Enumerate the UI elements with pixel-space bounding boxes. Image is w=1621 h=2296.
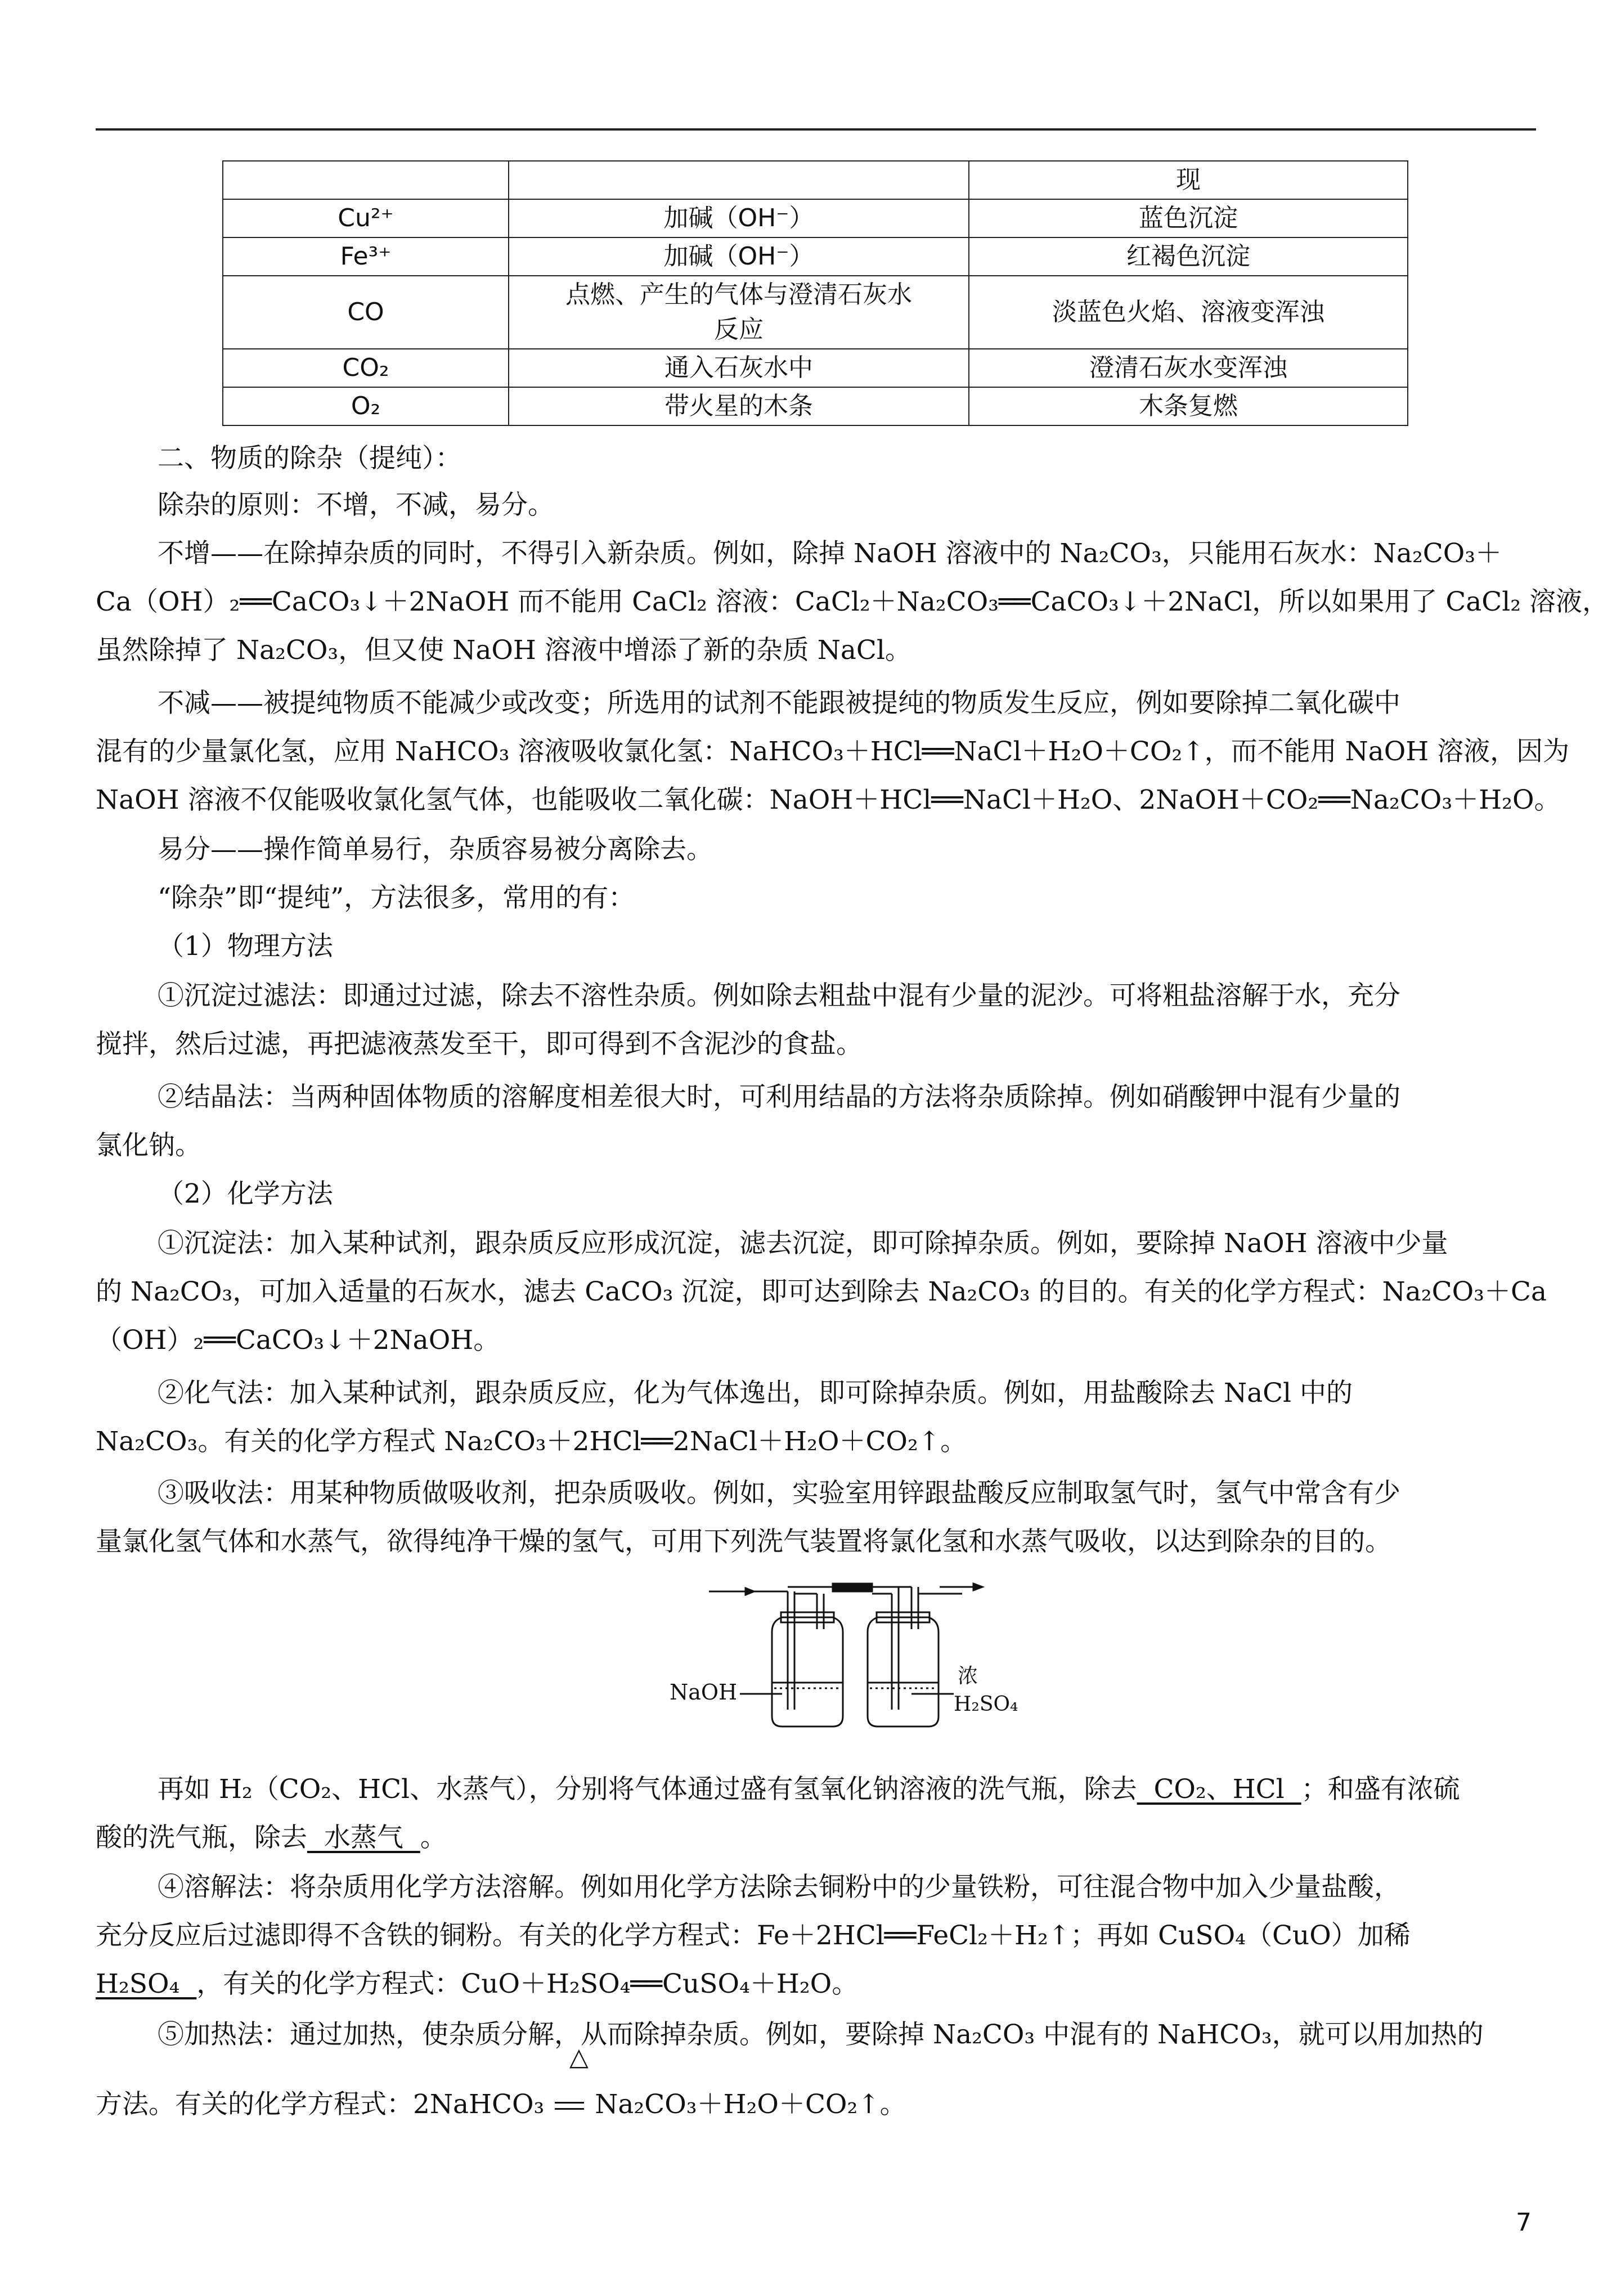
page-number: 7 [1516, 2208, 1532, 2237]
text-run: ，有关的化学方程式：CuO＋H₂SO₄══CuSO₄＋H₂O。 [196, 1968, 859, 1999]
table-cell: 木条复燃 [969, 387, 1408, 425]
table-cell: 现 [969, 161, 1408, 199]
paragraph-line: （OH）₂══CaCO₃↓＋2NaOH。 [96, 1325, 500, 1356]
paragraph-line: 除杂的原则：不增，不减，易分。 [158, 490, 554, 521]
text-run: 酸的洗气瓶，除去 [96, 1822, 307, 1853]
answer-blank: 水蒸气 [307, 1822, 420, 1853]
naoh-label: NaOH [670, 1680, 738, 1705]
table-cell: 带火星的木条 [509, 387, 969, 425]
table-row [223, 237, 1408, 276]
paragraph-line: 不增——在除掉杂质的同时，不得引入新杂质。例如，除掉 NaOH 溶液中的 Na₂CO₃，只能用石灰水：Na₂CO₃＋ [158, 538, 1502, 569]
table-cell: O₂ [223, 387, 509, 425]
paragraph-line: Ca（OH）₂══CaCO₃↓＋2NaOH 而不能用 CaCl₂ 溶液：CaCl₂＋Na₂CO₃══CaCO₃↓＋2NaCl，所以如果用了 CaCl₂ 溶液， [96, 586, 1609, 617]
paragraph-line: ①沉淀法：加入某种试剂，跟杂质反应形成沉淀，滤去沉淀，即可除掉杂质。例如，要除掉 NaOH 溶液中少量 [158, 1228, 1448, 1259]
table-cell: CO [223, 276, 509, 349]
h2so4-label: H₂SO₄ [954, 1693, 1018, 1716]
table-row [223, 199, 1408, 237]
paragraph-line: ②化气法：加入某种试剂，跟杂质反应，化为气体逸出，即可除掉杂质。例如，用盐酸除去 NaCl 中的 [158, 1378, 1353, 1409]
paragraph-line [96, 2082, 1536, 2127]
subsection-title: （2）化学方法 [158, 1178, 333, 1209]
header-rule [96, 128, 1536, 131]
table-cell [223, 161, 509, 199]
paragraph-line: 搅拌，然后过滤，再把滤液蒸发至干，即可得到不含泥沙的食盐。 [96, 1029, 863, 1060]
paragraph-line: 的 Na₂CO₃，可加入适量的石灰水，滤去 CaCO₃ 沉淀，即可达到除去 Na₂CO₃ 的目的。有关的化学方程式：Na₂CO₃＋Ca [96, 1276, 1547, 1307]
ion-test-table [222, 160, 1408, 426]
table-cell: 蓝色沉淀 [969, 199, 1408, 237]
paragraph-line: 充分反应后过滤即得不含铁的铜粉。有关的化学方程式：Fe＋2HCl══FeCl₂＋H₂↑；再如 CuSO₄（CuO）加稀 [96, 1920, 1411, 1951]
table-cell: 红褐色沉淀 [969, 237, 1408, 276]
paragraph-line: ①沉淀过滤法：即通过过滤，除去不溶性杂质。例如除去粗盐中混有少量的泥沙。可将粗盐溶解于水，充分 [158, 980, 1400, 1011]
conc-label: 浓 [958, 1665, 978, 1688]
section-title: 二、物质的除杂（提纯）： [158, 443, 462, 474]
table-cell: 淡蓝色火焰、溶液变浑浊 [969, 276, 1408, 349]
table-row [223, 161, 1408, 199]
gas-washing-apparatus-figure [670, 1581, 1030, 1745]
table-cell: 通入石灰水中 [509, 349, 969, 387]
paragraph-line: ②结晶法：当两种固体物质的溶解度相差很大时，可利用结晶的方法将杂质除掉。例如硝酸钾中混有少量的 [158, 1082, 1400, 1113]
table-cell: Cu²⁺ [223, 199, 509, 237]
table-cell: CO₂ [223, 349, 509, 387]
table-row [223, 387, 1408, 425]
text-run: 。 [420, 1822, 447, 1853]
text-run: 方法。有关的化学方程式：2NaHCO₃ [96, 2089, 545, 2120]
paragraph-line [96, 1962, 1536, 2007]
cell-line: 点燃、产生的气体与澄清石灰水 [565, 280, 912, 309]
text-run: Na₂CO₃＋H₂O＋CO₂↑。 [595, 2089, 906, 2120]
text-run: 再如 H₂（CO₂、HCl、水蒸气），分别将气体通过盛有氢氧化钠溶液的洗气瓶，除去 [158, 1774, 1137, 1805]
cell-line: 反应 [714, 315, 764, 344]
paragraph-line [96, 1815, 1536, 1860]
table-row [223, 349, 1408, 387]
answer-blank: CO₂、HCl [1137, 1774, 1301, 1805]
paragraph-line: ③吸收法：用某种物质做吸收剂，把杂质吸收。例如，实验室用锌跟盐酸反应制取氢气时，氢气中常含有少 [158, 1478, 1400, 1509]
paragraph-line: 氯化钠。 [96, 1130, 201, 1161]
subsection-title: （1）物理方法 [158, 931, 333, 962]
paragraph-line: 不减——被提纯物质不能减少或改变；所选用的试剂不能跟被提纯的物质发生反应，例如要除掉二氧化碳中 [158, 688, 1400, 719]
equation-sign [555, 2102, 584, 2110]
table-cell: 加碱（OH⁻） [509, 237, 969, 276]
table-cell [509, 161, 969, 199]
paragraph-line [158, 1767, 1598, 1812]
paragraph-line: Na₂CO₃。有关的化学方程式 Na₂CO₃＋2HCl══2NaCl＋H₂O＋CO₂↑。 [96, 1426, 967, 1457]
paragraph-line: 虽然除掉了 Na₂CO₃，但又使 NaOH 溶液中增添了新的杂质 NaCl。 [96, 635, 911, 666]
paragraph-line: 易分——操作简单易行，杂质容易被分离除去。 [158, 834, 713, 865]
table-cell [509, 276, 969, 349]
paragraph-line: ⑤加热法：通过加热，使杂质分解，从而除掉杂质。例如，要除掉 Na₂CO₃ 中混有的 NaHCO₃，就可以用加热的 [158, 2019, 1484, 2050]
text-run: ；和盛有浓硫 [1301, 1774, 1460, 1805]
answer-blank: H₂SO₄ [96, 1968, 197, 1999]
table-row [223, 276, 1408, 349]
table-cell: Fe³⁺ [223, 237, 509, 276]
paragraph-line: ④溶解法：将杂质用化学方法溶解。例如用化学方法除去铜粉中的少量铁粉，可往混合物中加入少量盐酸， [158, 1872, 1400, 1903]
paragraph-line: NaOH 溶液不仅能吸收氯化氢气体，也能吸收二氧化碳：NaOH＋HCl══NaCl＋H₂O、2NaOH＋CO₂══Na₂CO₃＋H₂O。 [96, 784, 1561, 815]
heat-symbol: △ [569, 2043, 589, 2071]
table-cell: 加碱（OH⁻） [509, 199, 969, 237]
paragraph-line: 混有的少量氯化氢，应用 NaHCO₃ 溶液吸收氯化氢：NaHCO₃＋HCl══NaCl＋H₂O＋CO₂↑，而不能用 NaOH 溶液，因为 [96, 736, 1570, 767]
table-cell: 澄清石灰水变浑浊 [969, 349, 1408, 387]
paragraph-line: 量氯化氢气体和水蒸气，欲得纯净干燥的氢气，可用下列洗气装置将氯化氢和水蒸气吸收，以达到除杂的目的。 [96, 1526, 1391, 1557]
paragraph-line: “除杂”即“提纯”，方法很多，常用的有： [158, 882, 635, 913]
